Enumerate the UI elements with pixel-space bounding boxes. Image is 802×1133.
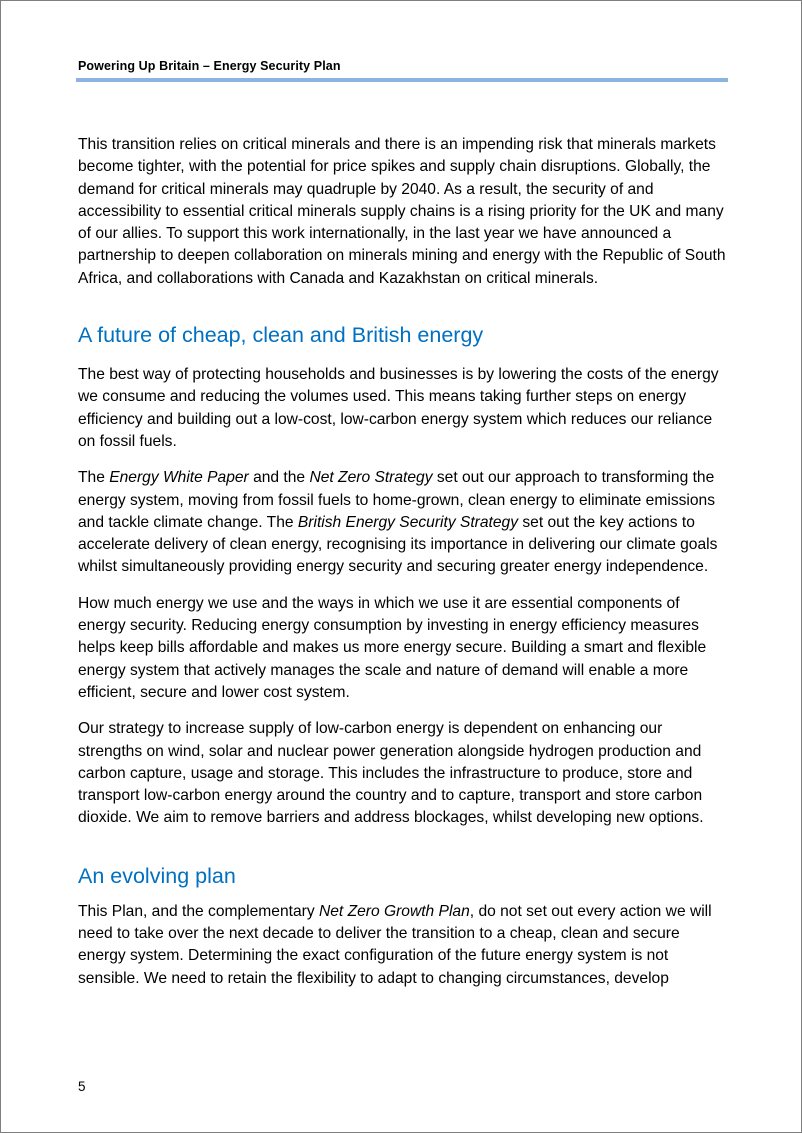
text-run: The [78,469,110,487]
text-run: This Plan, and the complementary [78,902,319,920]
header-rule [76,78,728,82]
paragraph-protecting-households: The best way of protecting households and businesses is by lowering the costs of the energy we consume and reducing the volumes used. This means taking further steps on energy efficiency and building out a low-cost, low-carbon energy system which reduces our reliance on fossil fuels. [78,366,719,450]
text-run: set out our approach to transforming the energy system, moving from fossil fuels to home-grown, clean energy to eliminate emissions and tackle climate change. The [78,469,716,531]
running-header: Powering Up Britain – Energy Security Plan [78,59,341,73]
section-heading-cheap-clean-energy: A future of cheap, clean and British energy [78,323,484,348]
text-run: set out the key actions to accelerate delivery of clean energy, recognising its importance in delivering our climate goals whilst simultaneously providing energy security and securing greater energy independence. [78,513,718,576]
page-number: 5 [78,1079,86,1094]
text-run: , do not set out every action we will need to take over the next decade to deliver the transition to a cheap, clean and secure energy system. Determining the exact configuration of the future energy system is not sensible. We need to retain the flexibility to adapt to changing circumstances, develop [78,902,712,987]
section-heading-evolving-plan: An evolving plan [78,863,236,888]
paragraph-evolving-plan [78,901,728,990]
intro-paragraph: This transition relies on critical minerals and there is an impending risk that minerals markets become tighter, with the potential for price spikes and supply chain disruptions. Globally, the demand for critical minerals may quadruple by 2040. As a result, the security of and accessibility to essential critical minerals supply chains is a rising priority for the UK and many of our allies. To support this work internationally, in the last year we have announced a partnership to deepen collaboration on minerals mining and energy with the Republic of South Africa, and collaborations with Canada and Kazakhstan on critical minerals. [78,136,726,287]
paragraph-energy-use: How much energy we use and the ways in which we use it are essential components of energy security. Reducing energy consumption by investing in energy efficiency measures helps keep bills affordable and makes us more energy secure. Building a smart and flexible energy system that actively manages the scale and nature of demand will enable a more efficient, secure and lower cost system. [78,594,707,701]
title-british-energy-security-strategy: British Energy Security Strategy [297,513,519,531]
text-run: and the [248,469,310,487]
title-energy-white-paper: Energy White Paper [109,469,249,487]
page-content [78,134,728,1004]
paragraph-low-carbon-supply: Our strategy to increase supply of low-carbon energy is dependent on enhancing our strengths on wind, solar and nuclear power generation alongside hydrogen production and carbon capture, usage and storage. This includes the infrastructure to produce, store and transport low-carbon energy around the country and to capture, transport and store carbon dioxide. We aim to remove barriers and address blockages, whilst developing new options. [78,720,704,827]
title-net-zero-growth-plan: Net Zero Growth Plan [318,902,470,920]
paragraph-white-paper [78,467,728,578]
title-net-zero-strategy: Net Zero Strategy [309,469,433,487]
